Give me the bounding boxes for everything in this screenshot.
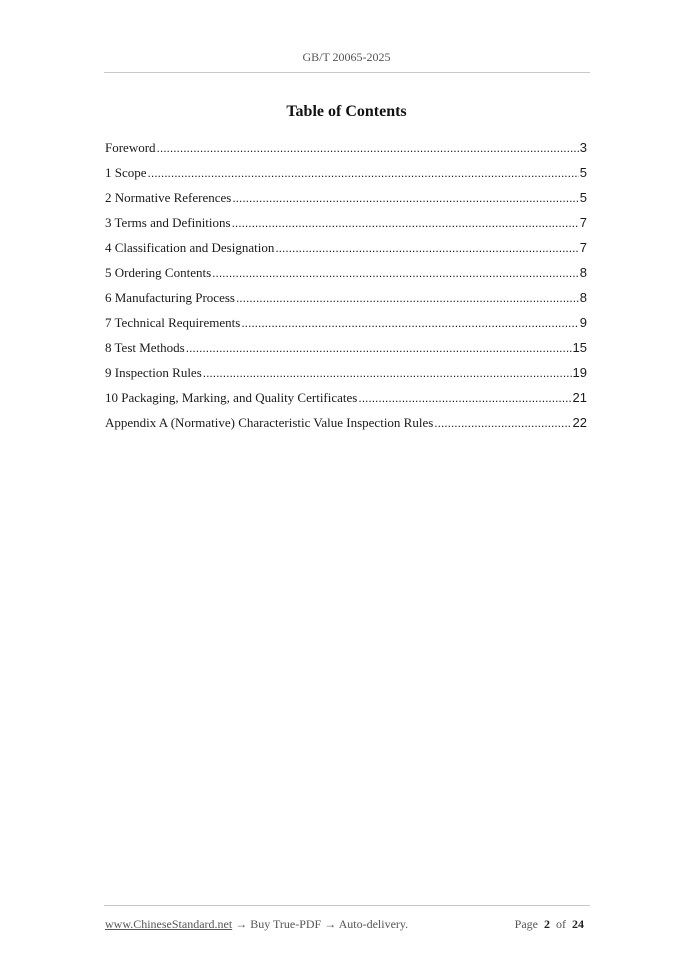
toc-entry-inspection-rules[interactable] — [105, 364, 587, 389]
table-of-contents — [105, 139, 587, 439]
toc-entry-label: 10 Packaging, Marking, and Quality Certificates — [105, 390, 358, 405]
toc-entry-label: 5 Ordering Contents — [105, 265, 212, 280]
current-page: 2 — [544, 917, 550, 931]
dot-leader — [358, 389, 571, 407]
dot-leader — [232, 214, 579, 232]
toc-entry-page: 15 — [572, 340, 587, 355]
toc-entry-page: 5 — [579, 190, 587, 205]
right-arrow-icon: → — [324, 917, 337, 931]
footer-divider — [104, 905, 590, 906]
toc-entry-page: 7 — [579, 240, 587, 255]
toc-entry-normative-references[interactable] — [105, 189, 587, 214]
toc-entry-label: 8 Test Methods — [105, 340, 185, 355]
dot-leader — [157, 139, 579, 157]
dot-leader — [241, 314, 578, 332]
toc-entry-test-methods[interactable] — [105, 339, 587, 364]
page-title: Table of Contents — [286, 103, 407, 120]
header-divider — [104, 72, 590, 73]
page-label: Page — [514, 917, 538, 931]
toc-entry-classification[interactable] — [105, 239, 587, 264]
toc-entry-label: 4 Classification and Designation — [105, 240, 275, 255]
footer-promo — [105, 917, 408, 932]
toc-entry-appendix-a[interactable] — [105, 414, 587, 439]
site-link[interactable]: www.ChineseStandard.net — [105, 917, 233, 931]
document-id: GB/T 20065-2025 — [302, 50, 391, 64]
toc-entry-packaging-marking[interactable] — [105, 389, 587, 414]
toc-entry-page: 9 — [579, 315, 587, 330]
dot-leader — [212, 264, 579, 282]
toc-entry-page: 3 — [579, 140, 587, 155]
toc-entry-page: 8 — [579, 290, 587, 305]
dot-leader — [434, 414, 571, 432]
toc-entry-label: 9 Inspection Rules — [105, 365, 202, 380]
toc-entry-technical-requirements[interactable] — [105, 314, 587, 339]
toc-entry-page: 5 — [579, 165, 587, 180]
dot-leader — [186, 339, 572, 357]
toc-entry-foreword[interactable] — [105, 139, 587, 164]
buy-pdf-text: Buy True-PDF — [250, 917, 322, 931]
toc-entry-page: 8 — [579, 265, 587, 280]
right-arrow-icon: → — [235, 917, 248, 931]
dot-leader — [148, 164, 579, 182]
toc-entry-terms-and-definitions[interactable] — [105, 214, 587, 239]
dot-leader — [232, 189, 578, 207]
page-number — [515, 917, 584, 932]
toc-entry-manufacturing-process[interactable] — [105, 289, 587, 314]
toc-entry-label: 7 Technical Requirements — [105, 315, 241, 330]
toc-entry-page: 19 — [572, 365, 587, 380]
toc-entry-label: 3 Terms and Definitions — [105, 215, 231, 230]
toc-entry-ordering-contents[interactable] — [105, 264, 587, 289]
toc-entry-page: 21 — [572, 390, 587, 405]
toc-entry-label: Foreword — [105, 140, 156, 155]
dot-leader — [236, 289, 579, 307]
toc-entry-label: 1 Scope — [105, 165, 147, 180]
toc-entry-page: 22 — [572, 415, 587, 430]
page-of-label: of — [556, 917, 566, 931]
toc-entry-label: Appendix A (Normative) Characteristic Value Inspection Rules — [105, 415, 434, 430]
toc-entry-label: 6 Manufacturing Process — [105, 290, 235, 305]
dot-leader — [203, 364, 572, 382]
toc-entry-page: 7 — [579, 215, 587, 230]
toc-entry-scope[interactable] — [105, 164, 587, 189]
dot-leader — [275, 239, 578, 257]
total-pages: 24 — [572, 917, 584, 931]
auto-delivery-text: Auto-delivery. — [338, 917, 409, 931]
toc-entry-label: 2 Normative References — [105, 190, 232, 205]
page-header — [0, 50, 693, 65]
